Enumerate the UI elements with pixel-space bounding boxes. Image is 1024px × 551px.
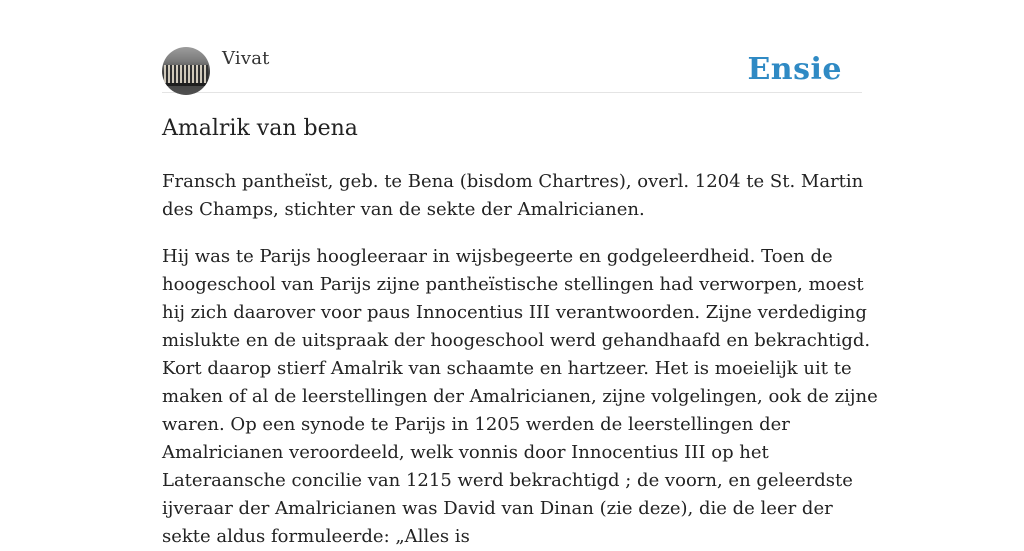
article-title: Amalrik van bena [162, 116, 358, 141]
bookshelf-image [164, 65, 208, 83]
author-avatar[interactable] [162, 47, 210, 95]
site-logo[interactable]: Ensie [747, 52, 842, 87]
author-name[interactable]: Vivat [222, 48, 270, 69]
article-header [162, 46, 862, 93]
article-paragraph-2: Hij was te Parijs hoogleeraar in wijsbegeerte en godgeleerdheid. Toen de hoogeschool van Parijs zijne pantheïstische stellingen had verworpen, moest hij zich daarover voor paus Innocentius III verantwoorden. Zijne verdediging mislukte en de uitspraak der hoogeschool werd gehandhaafd en bekrachtigd. Kort daarop stierf Amalrik van schaamte en hartzeer. Het is moeielijk uit te maken of al de leerstellingen der Amalricianen, zijne volgelingen, ook de zijne waren. Op een synode te Parijs in 1205 werden de leerstellingen der Amalricianen veroordeeld, welk vonnis door Innocentius III op het Lateraansche concilie van 1215 werd bekrachtigd ; de voorn, en geleerdste ijveraar der Amalricianen was David van Dinan (zie deze), die de leer der sekte aldus formuleerde: „Alles is [162, 246, 878, 547]
article-container [162, 0, 878, 547]
shelf-edge [162, 83, 210, 86]
article-paragraph-1: Fransch pantheïst, geb. te Bena (bisdom Chartres), overl. 1204 te St. Martin des Champs, stichter van de sekte der Amalricianen. [162, 171, 864, 220]
